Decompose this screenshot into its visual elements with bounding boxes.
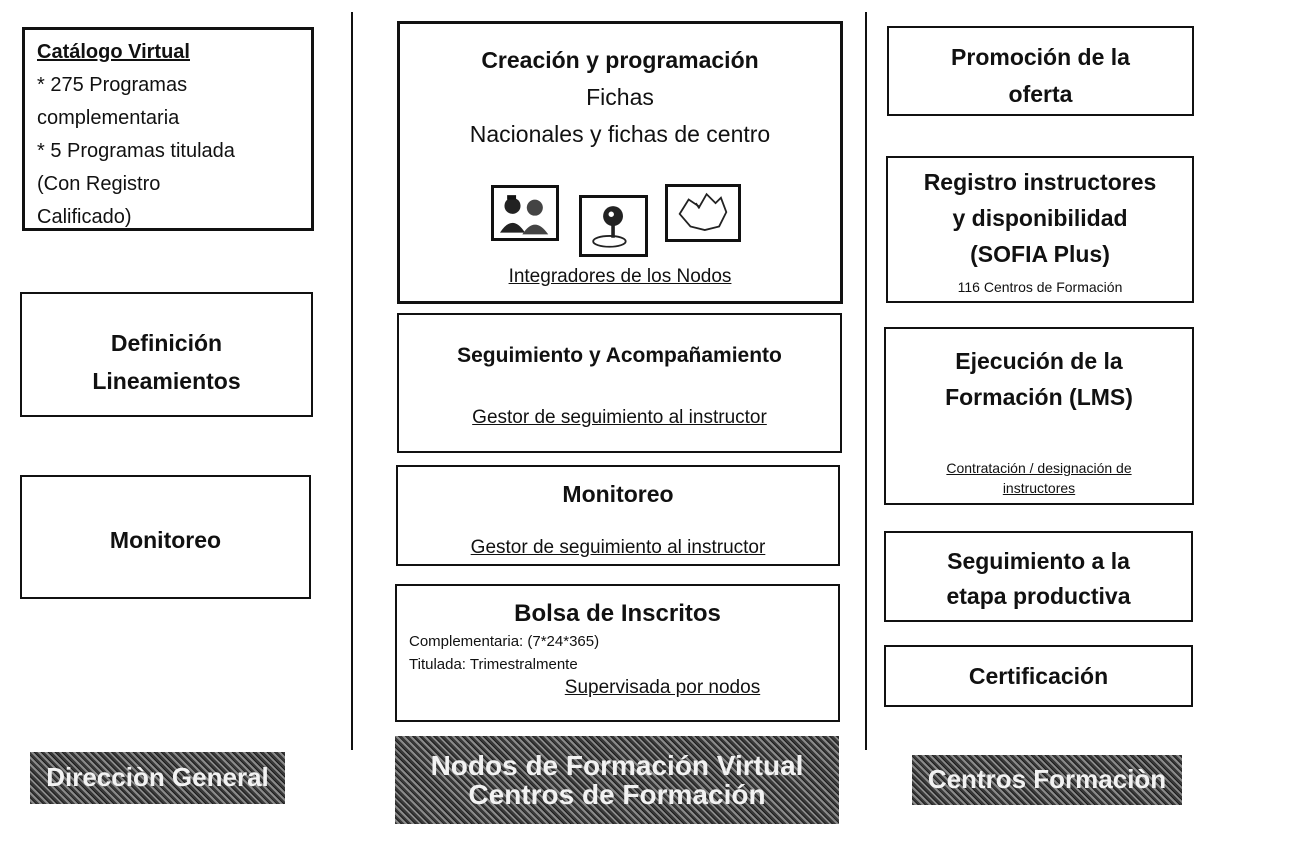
catalogo-title: Catálogo Virtual (37, 41, 190, 63)
catalogo-line: * 5 Programas titulada (37, 140, 235, 162)
separator-left (351, 12, 353, 750)
monitoreo-middle-box (396, 465, 840, 566)
nodos-centros-footer (395, 736, 839, 824)
ejecucion-line: Ejecución de la (955, 348, 1123, 374)
contratacion-link[interactable]: Contratación / designación de (946, 460, 1132, 476)
lineamientos-line: Lineamientos (92, 368, 241, 394)
creacion-programacion-box (397, 21, 843, 304)
catalogo-line: (Con Registro (37, 173, 161, 195)
catalogo-virtual-box (22, 27, 314, 231)
formacion-lms-line: Formación (LMS) (945, 384, 1133, 410)
promocion-line: Promoción de la (951, 44, 1130, 70)
centros-label: Centros de Formación (468, 779, 766, 810)
bolsa-inscritos-box (395, 584, 840, 722)
seguimiento-title: Seguimiento y Acompañamiento (457, 344, 782, 367)
monitoreo-label: Monitoreo (109, 527, 222, 553)
catalogo-line: complementaria (37, 107, 180, 129)
seguimiento-acompanamiento-box (397, 313, 842, 453)
creacion-title: Creación y programación (481, 47, 759, 73)
monitoreo-left-box (20, 475, 311, 599)
centros-formacion-label: Centros Formaciòn (927, 764, 1167, 795)
sofia-line: (SOFIA Plus) (970, 241, 1110, 267)
oferta-line: oferta (1008, 81, 1073, 107)
certificacion-box (884, 645, 1193, 707)
map-pin-icon (579, 195, 648, 257)
fichas-line: Fichas (586, 84, 654, 110)
disponibilidad-line: y disponibilidad (952, 205, 1128, 231)
etapa-productiva-line: etapa productiva (946, 583, 1131, 609)
direccion-general-label: Direcciòn General (46, 762, 269, 793)
registro-line: Registro instructores (923, 169, 1157, 195)
centros-formacion-footer (912, 755, 1182, 805)
certificacion-label: Certificación (968, 663, 1109, 689)
seguimiento-etapa-box (884, 531, 1193, 622)
separator-right (865, 12, 867, 750)
ejecucion-formacion-box (884, 327, 1194, 505)
monitoreo-title: Monitoreo (562, 481, 674, 507)
centros-note: 116 Centros de Formación (957, 279, 1123, 295)
gestor-monitoreo-link[interactable]: Gestor de seguimiento al instructor (470, 537, 766, 558)
colombia-map-icon (665, 184, 741, 242)
complementaria-line: Complementaria: (7*24*365) (409, 633, 600, 650)
titulada-line: Titulada: Trimestralmente (409, 656, 578, 673)
catalogo-line: * 275 Programas (37, 74, 188, 96)
direccion-general-footer (30, 752, 285, 804)
nacionales-line: Nacionales y fichas de centro (469, 121, 771, 147)
nodos-label: Nodos de Formación Virtual (430, 749, 804, 781)
gestor-seguimiento-link[interactable]: Gestor de seguimiento al instructor (472, 407, 767, 428)
definicion-lineamientos-box (20, 292, 313, 417)
instructores-link[interactable]: instructores (1002, 480, 1076, 496)
supervisada-link[interactable]: Supervisada por nodos (564, 677, 761, 698)
registro-instructores-box (886, 156, 1194, 303)
definicion-line: Definición (110, 330, 223, 356)
bolsa-title: Bolsa de Inscritos (514, 600, 721, 627)
catalogo-line: Calificado) (37, 206, 132, 228)
integradores-link[interactable]: Integradores de los Nodos (508, 266, 732, 287)
seguimiento-a-la-line: Seguimiento a la (947, 548, 1130, 574)
people-icon (491, 185, 559, 241)
promocion-oferta-box (887, 26, 1194, 116)
